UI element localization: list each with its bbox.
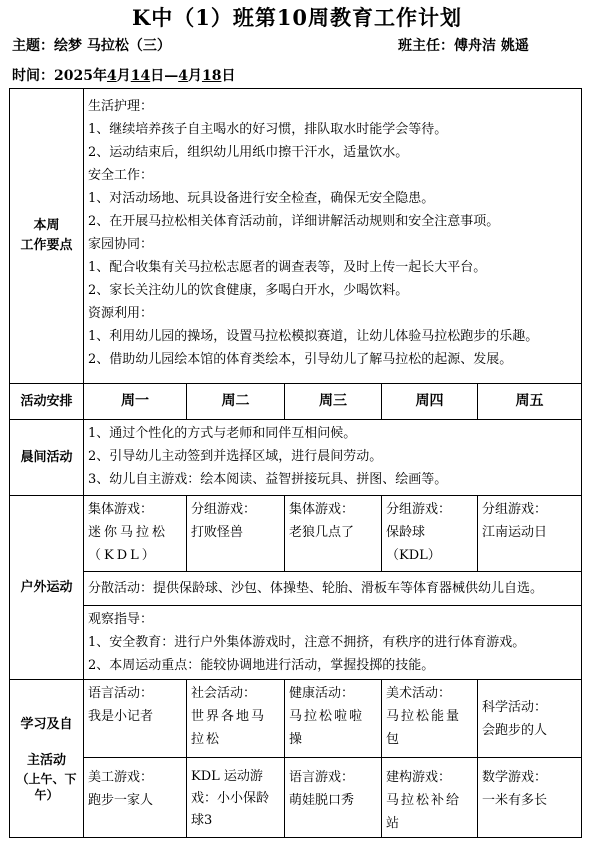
game-name: 打败怪兽: [191, 525, 244, 540]
study-cell: [478, 758, 582, 838]
theme-label: 主题：绘梦 马拉松（三）: [12, 38, 171, 54]
observe-line: 观察指导：: [88, 612, 154, 627]
weekly-content: [84, 89, 582, 384]
time-start-month: 4: [106, 68, 117, 84]
study-cell: [382, 758, 478, 838]
time-text: 日: [221, 68, 236, 84]
weekly-line: 2、借助幼儿园绘本馆的体育类绘本，引导幼儿了解马拉松的起源、发展。: [88, 352, 513, 367]
weekly-row: [10, 89, 582, 384]
teacher-label: 班主任：: [398, 38, 454, 54]
study-cell: [187, 758, 285, 838]
activity-type: 社会活动：: [191, 686, 257, 701]
study-label: [10, 680, 84, 838]
outdoor-observe: [84, 606, 582, 680]
time-end-month: 4: [178, 68, 188, 84]
activity-type: 美术活动：: [386, 686, 452, 701]
time-text: 月: [187, 68, 202, 84]
outdoor-scatter: [84, 572, 582, 606]
activity-name: 马拉松啦啦操: [289, 709, 365, 747]
weekly-line: 2、在开展马拉松相关体育活动前，详细讲解活动规则和安全注意事项。: [88, 214, 500, 229]
activity-name: 萌娃脱口秀: [289, 793, 355, 808]
time-text: 日—: [150, 68, 179, 84]
activity-type: 健康活动：: [289, 686, 355, 701]
activity-name: 跑步一家人: [88, 793, 154, 808]
outdoor-game-cell: [382, 496, 478, 572]
weekly-line: 2、运动结束后，组织幼儿用纸巾擦干汗水，适量饮水。: [88, 145, 409, 160]
activity-type: 建构游戏：: [386, 770, 452, 785]
activity-type: 美工游戏：: [88, 770, 154, 785]
weekly-line: 1、配合收集有关马拉松志愿者的调查表等，及时上传一起长大平台。: [88, 260, 487, 275]
activity-type: 科学活动：: [482, 699, 548, 715]
study-cell: [187, 680, 285, 758]
outdoor-game-cell: [285, 496, 382, 572]
morning-line: 1、通过个性化的方式与老师和同伴互相问候。: [88, 426, 357, 441]
weekly-line: 1、继续培养孩子自主喝水的好习惯，排队取水时能学会等待。: [88, 122, 448, 137]
weekly-line: 2、家长关注幼儿的饮食健康，多喝白开水，少喝饮料。: [88, 283, 409, 298]
day-header: 周二: [187, 384, 285, 420]
game-type: 集体游戏：: [88, 502, 154, 517]
activity-name: 小小保龄球3: [191, 791, 270, 828]
schedule-label: 活动安排: [10, 384, 84, 420]
activity-type: 数学游戏：: [482, 770, 548, 785]
time-end-day: 18: [201, 68, 222, 84]
outdoor-label: 户外运动: [10, 496, 84, 680]
game-name: 迷你马拉松（KDL）: [88, 525, 169, 563]
morning-content: [84, 420, 582, 496]
weekly-label-line: 本周: [33, 218, 60, 233]
outdoor-game-cell: [478, 496, 582, 572]
study-row-2: [10, 758, 582, 838]
schedule-row: [10, 384, 582, 420]
game-type: 分组游戏：: [482, 502, 548, 517]
day-header: 周四: [382, 384, 478, 420]
weekly-label-line: 工作要点: [20, 238, 73, 253]
morning-line: 3、幼儿自主游戏：绘本阅读、益智拼接玩具、拼图、绘画等。: [88, 472, 448, 487]
game-type: 分组游戏：: [191, 502, 257, 517]
activity-type: 语言游戏：: [289, 770, 355, 785]
activity-type: 语言活动：: [88, 686, 154, 701]
study-label-line: 主活动: [26, 752, 66, 768]
game-name: 老狼几点了: [289, 525, 355, 540]
game-name: 保龄球（KDL）: [386, 525, 441, 563]
weekly-line: 1、利用幼儿园的操场，设置马拉松模拟赛道，让幼儿体验马拉松跑步的乐趣。: [88, 329, 539, 344]
game-type: 分组游戏：: [386, 502, 452, 517]
study-cell: [84, 680, 187, 758]
time-line: [12, 65, 235, 85]
teacher-line: [398, 35, 529, 55]
game-type: 集体游戏：: [289, 502, 355, 517]
morning-row: [10, 420, 582, 496]
weekly-line: 安全工作：: [88, 168, 154, 183]
outdoor-game-cell: [187, 496, 285, 572]
activity-name: 我是小记者: [88, 709, 154, 724]
day-header: 周五: [478, 384, 582, 420]
plan-table: [9, 88, 582, 838]
study-label-line: 学习及自: [20, 716, 73, 732]
activity-name: 马拉松补给站: [386, 793, 462, 831]
scatter-text: 分散活动：提供保龄球、沙包、体操垫、轮胎、滑板车等体育器械供幼儿自选。: [88, 581, 544, 596]
study-row-1: [10, 680, 582, 758]
time-prefix: 时间：2025年: [12, 68, 107, 84]
outdoor-observe-row: [10, 606, 582, 680]
weekly-line: 家园协同：: [88, 237, 154, 252]
observe-line: 2、本周运动重点：能较协调地进行活动，掌握投掷的技能。: [88, 658, 435, 673]
weekly-label: [10, 89, 84, 384]
game-name: 江南运动日: [482, 525, 548, 540]
study-cell: [478, 680, 582, 758]
activity-type: KDL 运动游戏：: [191, 769, 263, 806]
study-cell: [285, 680, 382, 758]
outdoor-games-row: [10, 496, 582, 572]
activity-name: 世界各地马拉松: [191, 709, 267, 747]
time-start-day: 14: [130, 68, 151, 84]
study-label-line: （上午、下午）: [16, 771, 77, 802]
study-cell: [285, 758, 382, 838]
activity-name: 一米有多长: [482, 793, 548, 808]
outdoor-scatter-row: [10, 572, 582, 606]
morning-line: 2、引导幼儿主动签到并选择区域，进行晨间劳动。: [88, 449, 383, 464]
observe-line: 1、安全教育：进行户外集体游戏时，注意不拥挤，有秩序的进行体育游戏。: [88, 635, 526, 650]
day-header: 周一: [84, 384, 187, 420]
time-text: 月: [116, 68, 131, 84]
outdoor-game-cell: [84, 496, 187, 572]
weekly-line: 资源利用：: [88, 306, 154, 321]
page-title: K中（1）班第10周教育工作计划: [131, 5, 463, 30]
activity-name: 会跑步的人: [482, 722, 548, 738]
teacher-names: 傅舟洁 姚遥: [454, 38, 529, 54]
weekly-line: 生活护理：: [88, 99, 154, 114]
activity-name: 马拉松能量包: [386, 709, 462, 747]
morning-label: 晨间活动: [10, 420, 84, 496]
day-header: 周三: [285, 384, 382, 420]
study-cell: [382, 680, 478, 758]
weekly-line: 1、对活动场地、玩具设备进行安全检查，确保无安全隐患。: [88, 191, 435, 206]
study-cell: [84, 758, 187, 838]
